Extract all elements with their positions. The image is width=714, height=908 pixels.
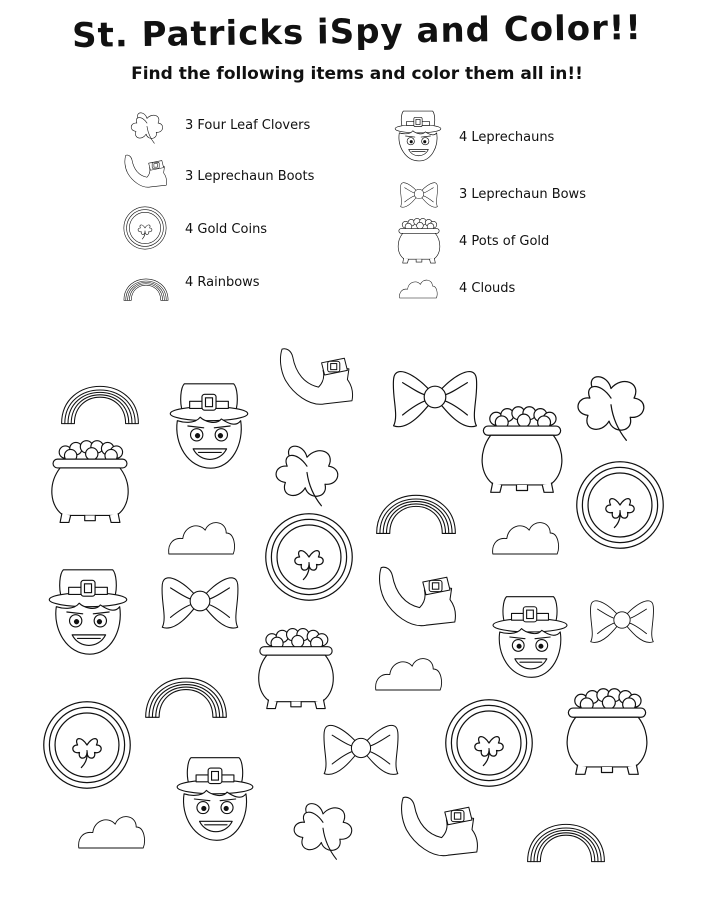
coin-icon <box>446 700 532 786</box>
clover-icon <box>276 446 338 506</box>
search-area <box>44 349 663 862</box>
leprechaun-icon <box>177 758 253 841</box>
clover-icon <box>131 113 163 143</box>
boot-icon <box>380 567 456 625</box>
key-label-bows: 3 Leprechaun Bows <box>459 187 586 202</box>
rainbow-icon <box>124 279 168 300</box>
leprechaun-icon <box>493 597 567 678</box>
key-label-clouds: 4 Clouds <box>459 281 516 296</box>
rainbow-icon <box>146 678 227 717</box>
coin-icon <box>44 702 130 788</box>
bow-icon <box>324 725 398 774</box>
rainbow-icon <box>377 495 456 533</box>
key-label-leprechauns: 4 Leprechauns <box>459 130 555 145</box>
leprechaun-icon <box>170 384 247 468</box>
bow-icon <box>162 578 238 628</box>
clover-icon <box>578 377 644 441</box>
key-icons <box>124 111 441 300</box>
pot-of-gold-icon <box>52 441 128 523</box>
coin-icon <box>124 207 166 249</box>
key-label-boots: 3 Leprechaun Boots <box>185 169 315 184</box>
bow-icon <box>393 372 476 427</box>
key-label-coins: 4 Gold Coins <box>185 222 268 237</box>
pot-of-gold-icon <box>482 407 562 493</box>
key-label-pots: 4 Pots of Gold <box>459 234 550 249</box>
rainbow-icon <box>62 386 139 423</box>
boot-icon <box>402 797 478 855</box>
cloud-icon <box>79 817 145 848</box>
pot-of-gold-icon <box>567 689 647 775</box>
leprechaun-icon <box>395 111 441 161</box>
cloud-icon <box>493 523 559 554</box>
cloud-icon <box>399 280 437 298</box>
page-subtitle: Find the following items and color them all in!! <box>131 64 583 84</box>
pot-of-gold-icon <box>398 218 440 263</box>
bow-icon <box>400 183 437 208</box>
page-title: St. Patricks iSpy and Color!! <box>71 8 643 56</box>
boot-icon <box>125 155 167 187</box>
leprechaun-icon <box>49 570 126 654</box>
key-label-rainbows: 4 Rainbows <box>185 275 260 290</box>
bow-icon <box>590 601 653 643</box>
rainbow-icon <box>528 824 605 861</box>
cloud-icon <box>169 523 235 554</box>
pot-of-gold-icon <box>259 629 334 709</box>
cloud-icon <box>376 659 442 690</box>
clover-icon <box>294 804 352 860</box>
key-label-clovers: 3 Four Leaf Clovers <box>185 118 311 133</box>
coin-icon <box>266 514 352 600</box>
boot-icon <box>280 349 352 405</box>
coin-icon <box>577 462 663 548</box>
